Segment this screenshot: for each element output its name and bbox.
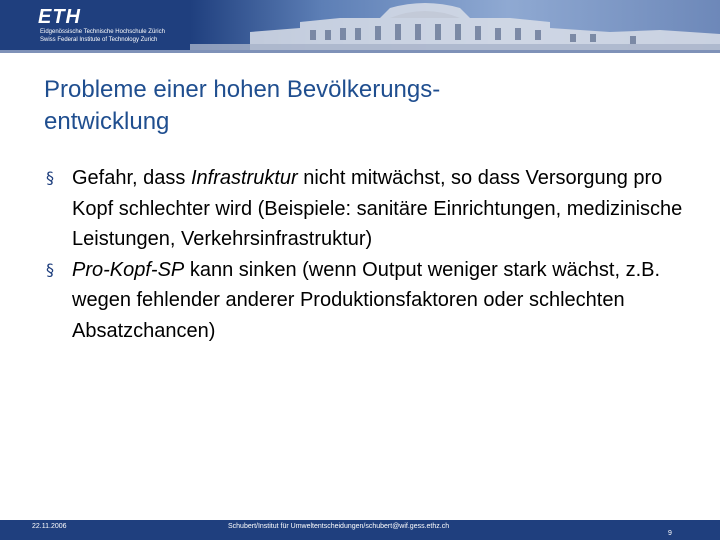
slide-title <box>44 74 684 138</box>
footer-date: 22.11.2006 <box>32 523 67 530</box>
footer-author-email: Schubert/Institut für Umweltentscheidungen/schubert@wif.gess.ethz.ch <box>228 523 450 530</box>
header-building-photo <box>190 0 720 50</box>
bullet1-text-pre: Gefahr, dass <box>72 167 191 189</box>
title-line-2: entwicklung <box>44 108 170 135</box>
page-number: 9 <box>668 530 672 537</box>
header-banner <box>0 0 720 50</box>
bullet2-italic-term: Pro-Kopf-SP <box>72 258 185 281</box>
slide-body <box>44 163 684 346</box>
header-divider <box>0 50 720 53</box>
institution-name-de: Eidgenössische Technische Hochschule Zürich <box>40 29 165 35</box>
section-sign-bullet-icon: § <box>46 259 54 279</box>
bullet2-text-post: kann sinken (wenn Output weniger stark wächst, z.B. wegen fehlender anderer Produktionsfaktoren oder schlechten Absatzchancen) <box>72 258 661 342</box>
bullet1-italic-term: Infrastruktur <box>190 167 298 189</box>
bullet-item-infrastructure <box>44 163 684 255</box>
eth-logo: ETH <box>38 6 81 28</box>
bullet1-text-post: nicht mitwächst, so dass Versorgung pro Kopf schlechter wird (Beispiele: sanitäre Einrichtungen, medizinische Leistungen, Verkehrsinfrastruktur) <box>72 167 683 250</box>
section-sign-bullet-icon: § <box>46 168 54 187</box>
title-line-1: Probleme einer hohen Bevölkerungs- <box>44 76 441 103</box>
institution-name-en: Swiss Federal Institute of Technology Zurich <box>40 37 158 43</box>
bullet-item-per-capita <box>44 255 684 347</box>
